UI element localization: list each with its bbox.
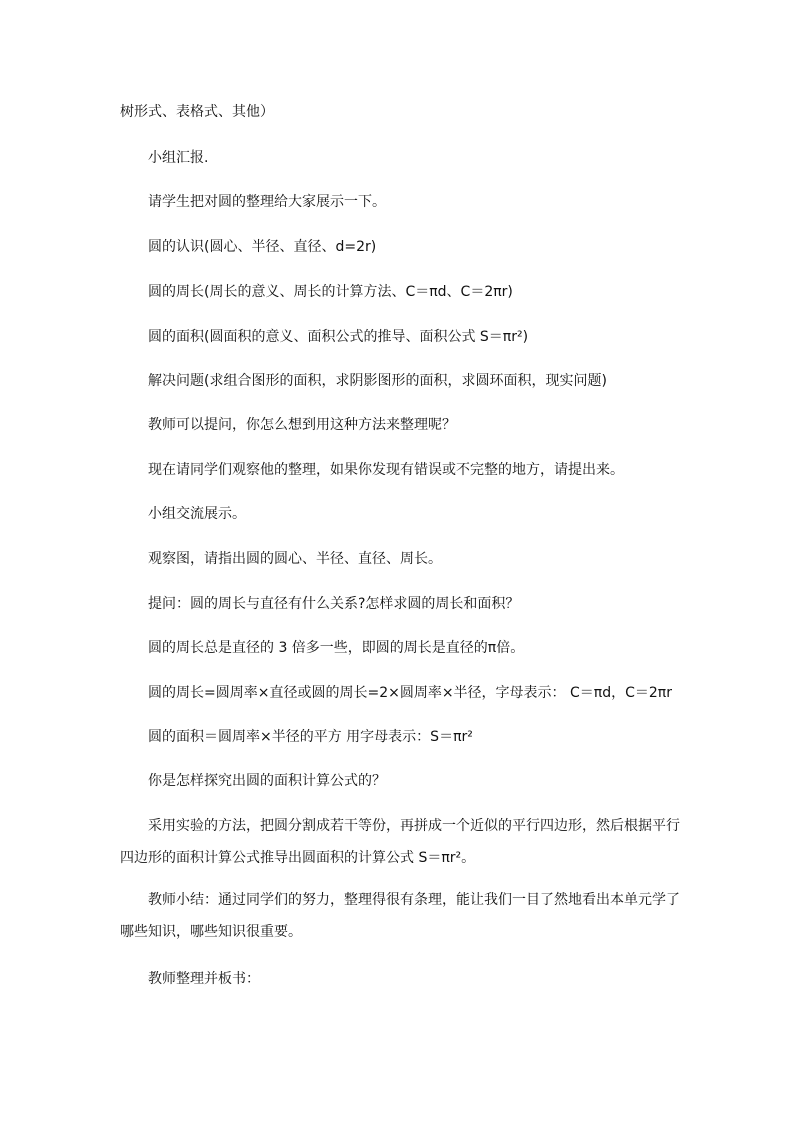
- text-line: 解决问题(求组合图形的面积，求阴影图形的面积，求圆环面积，现实问题): [148, 373, 607, 389]
- text-line: 你是怎样探究出圆的面积计算公式的？: [148, 773, 386, 789]
- text-line: 教师整理并板书：: [148, 971, 260, 987]
- text-line: 教师可以提问，你怎么想到用这种方法来整理呢？: [148, 417, 456, 433]
- text-line: 圆的面积＝圆周率×半径的平方 用字母表示：S＝πr²: [148, 729, 473, 745]
- text-line: 现在请同学们观察他的整理，如果你发现有错误或不完整的地方，请提出来。: [148, 462, 624, 478]
- text-line: 小组交流展示。: [148, 506, 246, 522]
- text-line: 圆的面积(圆面积的意义、面积公式的推导、面积公式 S＝πr²): [148, 329, 529, 345]
- text-line: 圆的认识(圆心、半径、直径、d=2r): [148, 239, 377, 255]
- text-line: 观察图，请指出圆的圆心、半径、直径、周长。: [148, 551, 442, 567]
- text-paragraph: 采用实验的方法，把圆分割成若干等份，再拼成一个近似的平行四边形，然后根据平行四边形的面积计算公式推导出圆面积的计算公式 S＝πr²。: [120, 818, 680, 866]
- text-line: 圆的周长=圆周率×直径或圆的周长=2×圆周率×半径，字母表示： C＝πd，C＝2πr: [148, 685, 672, 701]
- text-line: 树形式、表格式、其他）: [120, 104, 274, 120]
- text-line: 提问：圆的周长与直径有什么关系?怎样求圆的周长和面积？: [148, 596, 520, 612]
- text-line: 圆的周长(周长的意义、周长的计算方法、C＝πd、C＝2πr): [148, 284, 513, 300]
- text-line: 圆的周长总是直径的 3 倍多一些，即圆的周长是直径的π倍。: [148, 640, 525, 656]
- text-paragraph: 教师小结：通过同学们的努力，整理得很有条理，能让我们一目了然地看出本单元学了哪些知识，哪些知识很重要。: [120, 892, 680, 940]
- text-line: 小组汇报.: [148, 150, 209, 166]
- text-line: 请学生把对圆的整理给大家展示一下。: [148, 194, 386, 210]
